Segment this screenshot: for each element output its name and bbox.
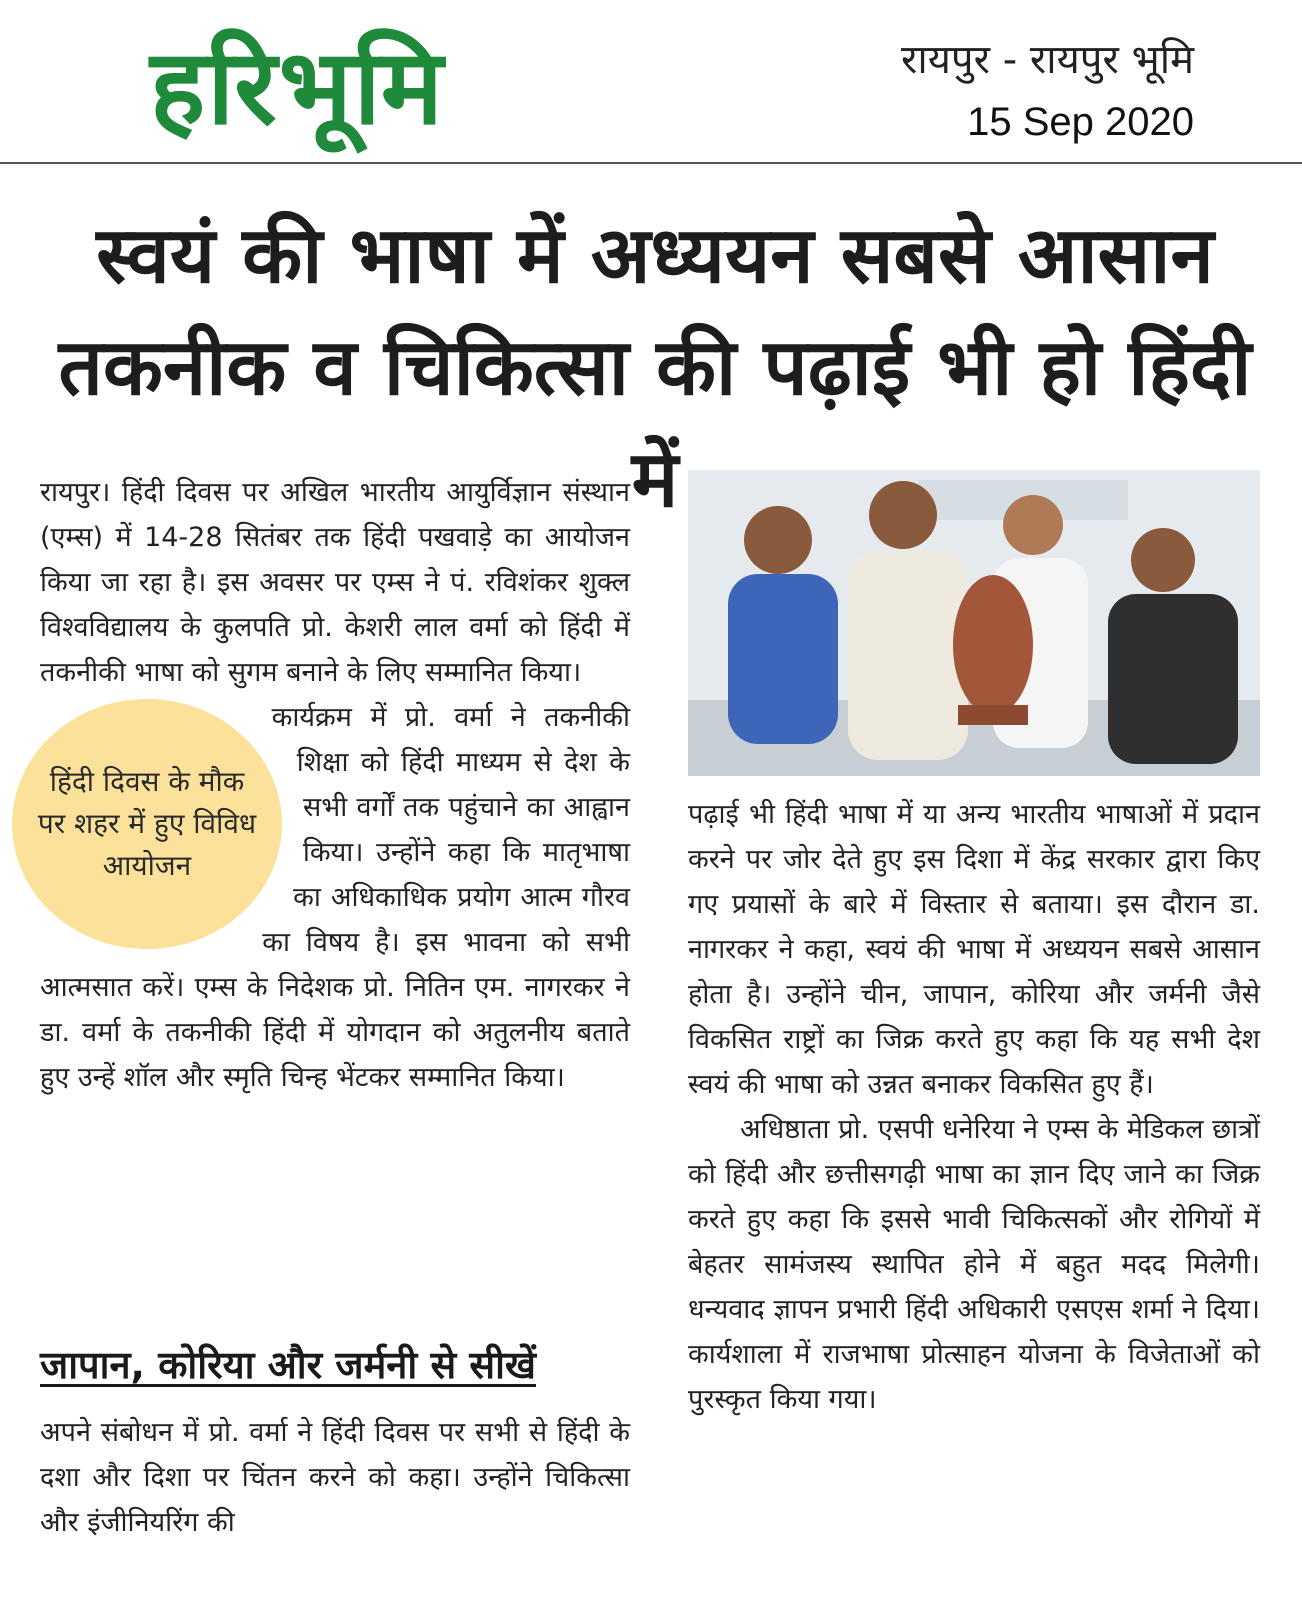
event-photo-illustration (688, 470, 1260, 776)
newspaper-logo: हरिभूमि (150, 26, 445, 148)
article-paragraph-5: अधिष्ठाता प्रो. एसपी धनेरिया ने एम्स के मेडिकल छात्रों को हिंदी और छत्तीसगढ़ी भाषा का ज्ञान दिए जाने का जिक्र करते हुए कहा कि इससे भावी चिकित्सकों और रोगियों में बेहतर सामंजस्य स्थापित होने में बहुत मदद मिलेगी। धन्यवाद ज्ञापन प्रभारी हिंदी अधिकारी एसएस शर्मा ने दिया। कार्यशाला में राजभाषा प्रोत्साहन योजना के विजेताओं को पुरस्कृत किया गया। (688, 1114, 1260, 1415)
edition-label: रायपुर - रायपुर भूमि (901, 37, 1194, 83)
left-column-bottom (40, 1410, 630, 1545)
article-paragraph-4: पढ़ाई भी हिंदी भाषा में या अन्य भारतीय भाषाओं में प्रदान करने पर जोर देते हुए इस दिशा में केंद्र सरकार द्वारा किए गए प्रयासों के बारे में विस्तार से बताया। इस दौरान डा. नागरकर ने कहा, स्वयं की भाषा में अध्ययन सबसे आसान होता है। उन्होंने चीन, जापान, कोरिया और जर्मनी जैसे विकसित राष्ट्रों का जिक्र करते हुए कहा कि यह सभी देश स्वयं की भाषा को उन्नत बनाकर विकसित हुए हैं। (688, 799, 1260, 1100)
headline-line-1: स्वयं की भाषा में अध्ययन सबसे आसान (96, 211, 1214, 301)
left-column (37, 470, 630, 1100)
article-subheading: जापान, कोरिया और जर्मनी से सीखें (40, 1343, 537, 1387)
event-photo (688, 470, 1260, 776)
article-paragraph-3: अपने संबोधन में प्रो. वर्मा ने हिंदी दिवस पर सभी से हिंदी के दशा और दिशा पर चिंतन करने को कहा। उन्होंने चिकित्सा और इंजीनियरिंग की (40, 1417, 630, 1538)
article-paragraph-2: कार्यक्रम में प्रो. वर्मा ने तकनीकी शिक्षा को हिंदी माध्यम से देश के सभी वर्गों तक पहुंचाने का आह्वान किया। उन्होंने कहा कि मातृभाषा का अधिकाधिक प्रयोग आत्म गौरव का विषय है। इस भावना को सभी आत्मसात करें। एम्स के निदेशक प्रो. नितिन एम. नागरकर ने डा. वर्मा के तकनीकी हिंदी में योगदान को अतुलनीय बताते हुए उन्हें शॉल और स्मृति चिन्ह भेंटकर सम्मानित किया। (40, 702, 630, 1093)
highlight-text: हिंदी दिवस के मौक पर शहर में हुए विविध आयोजन (37, 765, 257, 882)
publication-date: 15 Sep 2020 (967, 100, 1194, 144)
masthead (0, 0, 1302, 164)
right-column (688, 792, 1260, 1422)
article-paragraph-1: रायपुर। हिंदी दिवस पर अखिल भारतीय आयुर्विज्ञान संस्थान (एम्स) में 14-28 सितंबर तक हिंदी पखवाड़े का आयोजन किया जा रहा है। इस अवसर पर एम्स ने पं. रविशंकर शुक्ल विश्वविद्यालय के कुलपति प्रो. केशरी लाल वर्मा को हिंदी में तकनीकी भाषा को सुगम बनाने के लिए सम्मानित किया। (40, 477, 630, 688)
highlight-bubble (12, 699, 282, 949)
headline-line-2: तकनीक व चिकित्सा की पढ़ाई भी हो हिंदी में (58, 323, 1252, 525)
